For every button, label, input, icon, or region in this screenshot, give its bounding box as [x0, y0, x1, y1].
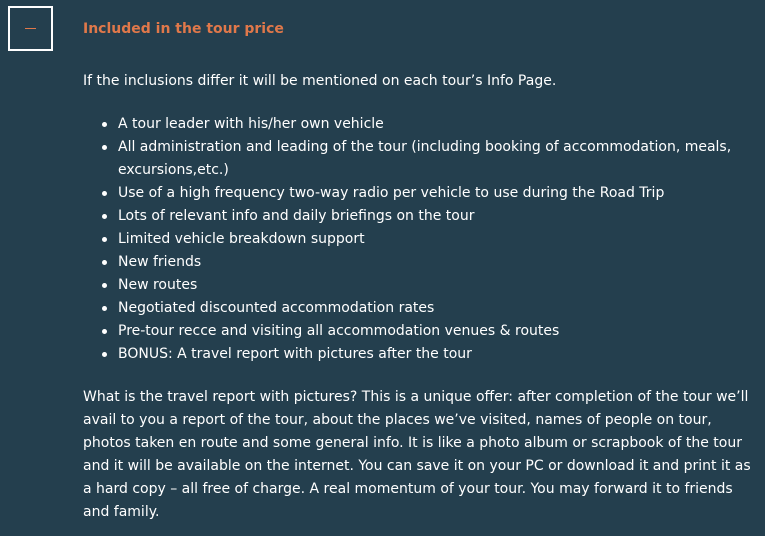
list-item: Pre-tour recce and visiting all accommodation venues & routes [83, 320, 753, 343]
list-item: New friends [83, 251, 753, 274]
list-item: BONUS: A travel report with pictures after the tour [83, 343, 753, 366]
inclusions-list [83, 113, 753, 366]
list-item: New routes [83, 274, 753, 297]
accordion-toggle-button[interactable] [8, 6, 53, 51]
minus-icon [25, 28, 36, 29]
accordion-panel [83, 70, 753, 524]
list-item: Negotiated discounted accommodation rates [83, 297, 753, 320]
list-item: Use of a high frequency two-way radio per vehicle to use during the Road Trip [83, 182, 753, 205]
list-item: All administration and leading of the tour (including booking of accommodation, meals, excursions,etc.) [83, 136, 753, 182]
list-item: Limited vehicle breakdown support [83, 228, 753, 251]
accordion-title[interactable]: Included in the tour price [83, 21, 284, 37]
travel-report-explanation: What is the travel report with pictures? This is a unique offer: after completion of the tour we’ll avail to you a report of the tour, about the places we’ve visited, names of people on tour, photos taken en route and some general info. It is like a photo album or scrapbook of the tour and it will be available on the internet. You can save it on your PC or download it and print it as a hard copy – all free of charge. A real momentum of your tour. You may forward it to friends and family. [83, 389, 751, 520]
list-item: A tour leader with his/her own vehicle [83, 113, 753, 136]
intro-text: If the inclusions differ it will be mentioned on each tour’s Info Page. [83, 73, 557, 89]
list-item: Lots of relevant info and daily briefings on the tour [83, 205, 753, 228]
